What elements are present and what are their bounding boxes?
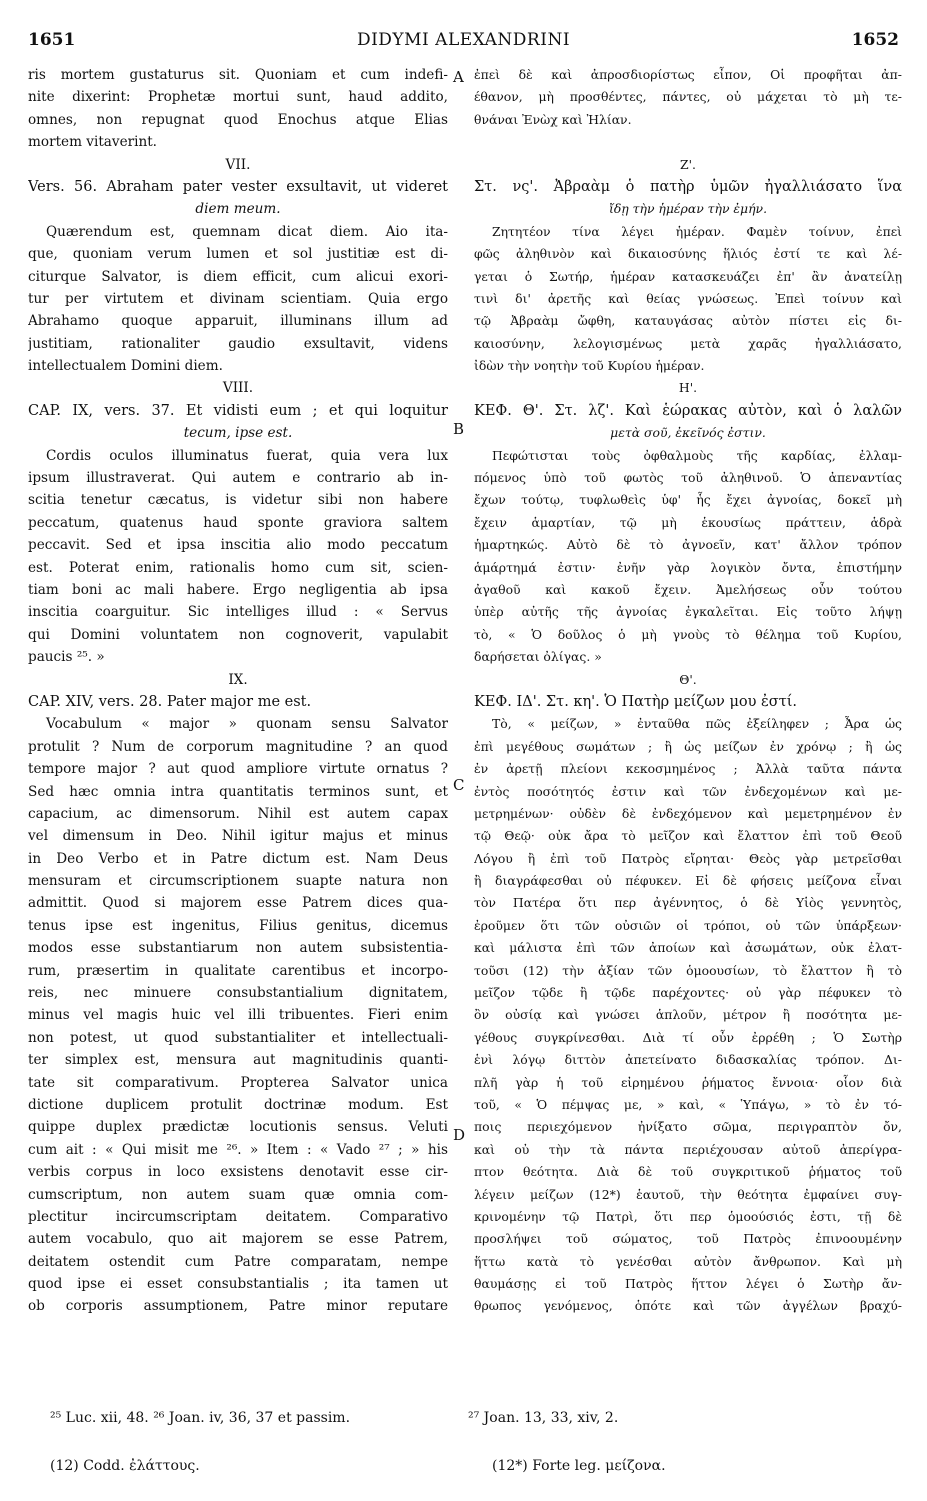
greek-text-line: ἀγαθοῦ καὶ κακοῦ ἔχειν. Ἀμελήσεως οὖν τούτου [474,581,902,597]
latin-text-line: mensuram et circumscriptionem suapte natura non [28,873,448,890]
page-number-left: 1651 [28,30,76,50]
greek-text-line: Ζητητέον τίνα λέγει ἡμέραν. Φαμὲν τοίνυν, ἐπεὶ [492,223,902,239]
greek-text-line: Λόγου ἢ ἐπὶ τοῦ Πατρὸς εἴρηται· Θεὸς γὰρ μετρεῖσθαι [474,850,902,866]
greek-text-line: καὶ οὐ τὴν τὰ πάντα περιέχουσαν αὐτοῦ ἀπερίγρα- [474,1141,902,1157]
latin-text-line: tenus ipse est ingenitus, Filius genitus, dicemus [28,917,448,934]
latin-text-line: vel dimensum in Deo. Nihil igitur majus et minus [28,828,448,845]
greek-text-line: Πεφώτισται τοὺς ὀφθαλμοὺς τῆς καρδίας, ἐλλαμ- [492,447,902,463]
greek-text-line: τὸν Πατέρα ὅτι περ ἀγέννητος, ὁ δὲ Υἱὸς γεννητὸς, [474,895,902,911]
latin-text-line: ipsum illustraverat. Qui autem e contrario ab in- [28,470,448,487]
latin-text-line: capacium, ac dimensorum. Nihil est autem capax [28,805,448,822]
greek-text-line: πλῆ γὰρ ἡ τοῦ εἰρημένου ῥήματος ἔννοια· οἷον διὰ [474,1074,902,1090]
latin-text-line: CAP. XIV, vers. 28. Pater major me est. [28,693,312,710]
latin-text-line: deitatem ostendit cum Patre comparatam, nempe [28,1253,448,1270]
latin-text-line: cum ait : « Qui misit me ²⁶. » Item : « Vado ²⁷ ; » his [28,1141,448,1158]
greek-text-line: Τὸ, « μείζων, » ἐνταῦθα πῶς ἐξείληφεν ; Ἆρα ὡς [492,716,902,732]
latin-text-line: minus vel magis huic vel illi tribuentes. Fieri enim [28,1007,448,1024]
greek-text-line: ΚΕΦ. ΙΔ'. Στ. κη'. Ὁ Πατὴρ μείζων μου ἐστί. [474,693,798,710]
latin-text-line: autem vocabulo, quo ait majorem se esse Patrem, [28,1231,448,1248]
margin-letter-a: A [453,68,464,86]
latin-text-line: Abrahamo quoque apparuit, illuminans illum ad [28,313,448,330]
greek-text-line: θρωπος γενόμενος, ὁπότε καὶ τῶν ἀγγέλων βραχύ- [474,1298,902,1314]
greek-text-line [474,131,902,153]
latin-text-line: ter simplex est, mensura aut magnitudinis quanti- [28,1052,448,1069]
latin-column [28,64,448,1318]
latin-text-line: que, quoniam verum lumen et sol justitiæ est di- [28,246,448,263]
greek-text-line: έθανον, μὴ προσθέντες, πάντες, οὐ μάχεται τὸ μὴ τε- [474,89,902,105]
latin-text-line: Sed hæc omnia intra quantitatis terminos sunt, et [28,783,448,800]
greek-text-line: τοῦσι (12) τὴν ἀξίαν τῶν ὁμοουσίων, τὸ ἔλαττον ἢ τὸ [474,962,902,978]
latin-text-line: qui Domini voluntatem non cognoverit, vapulabit [28,626,448,643]
greek-text-line: τοῦ, « Ὁ πέμψας με, » καὶ, « Ὑπάγω, » τὸ ἐν τό- [474,1096,902,1112]
greek-text-line: ἡμαρτηκώς. Αὐτὸ δὲ τὸ ἀγνοεῖν, κατ' ἄλλον τρόπον [474,537,902,553]
margin-letter-b: B [453,420,465,438]
latin-text-line: ris mortem gustaturus sit. Quoniam et cum indefi- [28,67,448,83]
latin-text-line: quod ipse ei esset consubstantialis ; ita tamen ut [28,1276,448,1293]
latin-text-line: paucis ²⁵. » [28,649,105,666]
greek-text-line: μετὰ σοῦ, ἐκεῖνός ἐστιν. [610,425,766,441]
footnote-left: ²⁵ Luc. xii, 48. ²⁶ Joan. iv, 36, 37 et passim. [50,1410,351,1426]
latin-text-line: nite dixerint: Prophetæ mortui sunt, haud addito, [28,89,448,106]
latin-text-line: verbis corpus in loco exsistens denotavit esse cir- [28,1164,448,1181]
latin-text-line: protulit ? Num de corporum magnitudine ? an quod [28,738,448,755]
latin-text-line: non potest, ut quod substantialiter et intellectuali- [28,1029,448,1046]
latin-text-line: tecum, ipse est. [183,425,293,442]
greek-text-line: ἴδῃ τὴν ἡμέραν τὴν ἐμήν. [608,201,768,217]
latin-text-line: Quærendum est, quemnam dicat diem. Aio ita- [46,223,448,240]
latin-text-line: mortem vitaverint. [28,134,157,151]
page-header [28,30,899,54]
latin-text-line: VIII. [222,380,254,397]
greek-text-line: τινὶ δι' ἀρετῆς καὶ θείας γνώσεως. Ἐπεὶ τοίνυν καὶ [474,290,902,306]
greek-text-line: μετρημένων· οὐδὲν δὲ ἐνδεχόμενον καὶ μεμετρημένον ἐν [474,805,902,821]
greek-text-line: πτον θεότητα. Διὰ δὲ τοῦ συγκριτικοῦ ῥήματος τοῦ [474,1164,902,1180]
greek-text-line: ἔχων τούτῳ, τυφλωθεὶς ὑφ' ἧς ἔχει ἀγνοίας, δοκεῖ μὴ [474,492,902,508]
greek-text-line: λέγειν μείζων (12*) ἑαυτοῦ, τὴν θεότητα ἐμφαίνει συγ- [474,1186,902,1202]
greek-text-line: ἔχειν ἁμαρτίαν, τῷ μὴ ἑκουσίως πράττειν, ἁδρὰ [474,514,902,530]
margin-letter-d: D [453,1126,466,1144]
critical-note-right: (12*) Forte leg. μείζονα. [492,1458,666,1474]
greek-text-line: Θ'. [679,671,697,687]
latin-text-line: cumscriptum, non autem suam quæ omnia com- [28,1186,448,1203]
latin-text-line: diem meum. [195,201,281,218]
latin-text-line: tur per virtutem et divinam scientiam. Quia ergo [28,290,448,307]
latin-text-line: admittit. Quod si majorem esse Patrem dices qua- [28,895,448,912]
greek-text-line: προσλήψει τοῦ σώματος, τοῦ Πατρὸς ἐπινοουμένην [474,1231,902,1247]
greek-text-line: τῷ Θεῷ· οὐκ ἄρα τὸ μεῖζον καὶ ἔλαττον ἐπὶ τοῦ Θεοῦ [474,828,902,844]
greek-text-line: ὑπὲρ αὐτῆς τῆς ἀγνοίας ἐγκαλεῖται. Εἰς τοῦτο λήψῃ [474,604,902,620]
greek-text-line: μεῖζον τῷδε ἢ τῷδε παρέχοντες· οὐ γὰρ πέφυκεν τὸ [474,985,902,1001]
greek-text-line: ἐν ἀρετῇ πλείονι κεκοσμημένος ; Ἀλλὰ ταῦτα πάντα [474,761,902,777]
footnote-right: ²⁷ Joan. 13, 33, xiv, 2. [468,1410,619,1426]
greek-text-line: φῶς ἀληθινὸν καὶ δικαιοσύνης ἥλιός ἐστί τε καὶ λέ- [474,246,902,262]
latin-text-line: citurque Salvator, is diem efficit, cum alicui exori- [28,268,448,285]
greek-text-line: ἑνὶ λόγῳ διττὸν ἀπετείνατο διδασκαλίας τρόπον. Δι- [474,1052,902,1068]
latin-text-line: ob corporis assumptionem, Patre minor reputare [28,1298,448,1315]
latin-text-line: Vers. 56. Abraham pater vester exsultavit, ut videret [28,178,448,195]
greek-text-line: ΚΕΦ. Θ'. Στ. λζ'. Καὶ ἑώρακας αὐτὸν, καὶ ὁ λαλῶν [474,402,902,419]
greek-text-line: ἥττω κατὰ τὸ γενέσθαι αὐτὸν ἄνθρωπον. Καὶ μὴ [474,1253,902,1269]
critical-note-left: (12) Codd. ἐλάττους. [50,1458,200,1474]
latin-text-line: VII. [225,156,251,173]
latin-text-line: tempore major ? aut quod ampliore virtute ornatus ? [28,761,448,778]
greek-text-line: τὸ, « Ὁ δοῦλος ὁ μὴ γνοὺς τὸ θέλημα τοῦ Κυρίου, [474,626,902,642]
greek-text-line: κρινομένην τῷ Πατρὶ, ὅτι περ ὁμοούσιός ἐστι, τῇ δὲ [474,1208,902,1224]
greek-text-line: ἢ διαγράφεσθαι οὐ πέφυκεν. Εἰ δὲ φήσεις μείζονα εἶναι [474,873,902,889]
page-number-right: 1652 [851,30,899,50]
greek-text-line: γέθους συγκρίνεσθαι. Διὰ τί οὖν ἐρρέθη ; Ὁ Σωτὴρ [474,1029,902,1045]
greek-text-line: ἐντὸς ποσότητός ἐστιν καὶ τῶν ἐνδεχομένων καὶ με- [474,783,902,799]
latin-text-line: tate sit comparativum. Propterea Salvator unica [28,1074,448,1091]
footnote-rule [28,1400,899,1401]
greek-text-line: πόμενος ὑπὸ τοῦ φωτὸς τοῦ ἀληθινοῦ. Ὁ ἀπεναντίας [474,470,902,486]
latin-text-line: est. Poterat enim, rationalis homo cum sit, scien- [28,559,448,576]
greek-text-line: Στ. νς'. Ἀβραὰμ ὁ πατὴρ ὑμῶν ἠγαλλιάσατο ἵνα [474,178,902,195]
latin-text-line: tiam boni ac mali habere. Ergo negligentia ab ipsa [28,581,448,598]
latin-text-line: in Deo Verbo et in Patre dictum est. Nam Deus [28,850,448,867]
greek-text-line: Ζ'. [680,156,696,172]
latin-text-line: inscitia coarguitur. Sic intelliges illud : « Servus [28,604,448,621]
latin-text-line: dictione duplicem protulit doctrinæ modum. Est [28,1096,448,1113]
latin-text-line: IX. [228,671,248,688]
latin-text-line: peccatum, quatenus haud sponte graviora saltem [28,514,448,531]
latin-text-line: intellectualem Domini diem. [28,358,223,375]
greek-text-line: καιοσύνην, λελογισμένως μετὰ χαρᾶς ἠγαλλιάσατο, [474,335,902,351]
greek-text-line: Η'. [678,380,698,396]
greek-text-line: ἐροῦμεν ὅτι τῶν οὐσιῶν οἱ τρόποι, οὐ τῶν ὑπάρξεων· [474,917,902,933]
latin-text-line: Cordis oculos illuminatus fuerat, quia vera lux [46,447,448,464]
margin-letter-c: C [453,776,465,794]
latin-text-line: scitia tenetur cæcatus, is videtur sibi non habere [28,492,448,509]
greek-column [474,64,902,1318]
running-title: DIDYMI ALEXANDRINI [356,30,571,50]
latin-text-line: omnes, non repugnat quod Enochus atque Elias [28,111,448,128]
latin-text-line: plectitur incircumscriptam deitatem. Comparativo [28,1208,448,1225]
greek-text-line: δαρήσεται ὀλίγας. » [474,649,602,665]
latin-text-line: rum, præsertim in qualitate carentibus et incorpo- [28,962,448,979]
latin-text-line: quippe duplex prædictæ locutionis sensus. Veluti [28,1119,448,1136]
greek-text-line: τῷ Ἀβραὰμ ὤφθη, καταυγάσας αὐτὸν πίστει εἰς δι- [474,313,902,329]
greek-text-line: ἐπὶ μεγέθους σωμάτων ; ἢ ὡς μείζων ἐν χρόνῳ ; ἢ ὡς [474,738,902,754]
greek-text-line: ὂν οὐσίᾳ καὶ γνώσει ἁπλοῦν, μέτρον ἢ ποσότητα με- [474,1007,902,1023]
greek-text-line: ἐπεὶ δὲ καὶ ἀπροσδιορίστως εἶπον, Οἱ προφῆται ἀπ- [474,67,902,82]
latin-text-line: reis, nec minuere consubstantialium dignitatem, [28,985,448,1002]
latin-text-line: modos esse substantiarum non autem subsistentia- [28,940,448,957]
greek-text-line: θαυμάσῃς εἰ τοῦ Πατρὸς ἥττον λέγει ὁ Σωτὴρ ἄν- [474,1276,902,1292]
latin-text-line: peccavit. Sed et ipsa inscitia alio modo peccatum [28,537,448,554]
greek-text-line: ἰδὼν τὴν νοητὴν τοῦ Κυρίου ἡμέραν. [474,358,705,374]
latin-text-line: justitiam, rationaliter gaudio exsultavit, videns [28,335,448,352]
greek-text-line: καὶ μάλιστα ἐπὶ τῶν ἀποίων καὶ ἀσωμάτων, οὐκ ἐλατ- [474,940,902,956]
latin-text-line: Vocabulum « major » quonam sensu Salvator [46,716,448,733]
greek-text-line: ἁμάρτημά ἐστιν· ἐνῆν γὰρ λογικὸν ὄντα, ἐπιστήμην [474,559,902,575]
latin-text-line: CAP. IX, vers. 37. Et vidisti eum ; et qui loquitur [28,402,448,419]
greek-text-line: γεται ὁ Σωτήρ, ἡμέραν κατασκευάζει ἐπ' ἂν ἀνατείλῃ [474,268,902,284]
greek-text-line: ποις περιεχόμενον ἠνίξατο σῶμα, περιγραπτὸν ὄν, [474,1119,902,1135]
greek-text-line: θνάναι Ἐνὼχ καὶ Ἠλίαν. [474,111,632,127]
